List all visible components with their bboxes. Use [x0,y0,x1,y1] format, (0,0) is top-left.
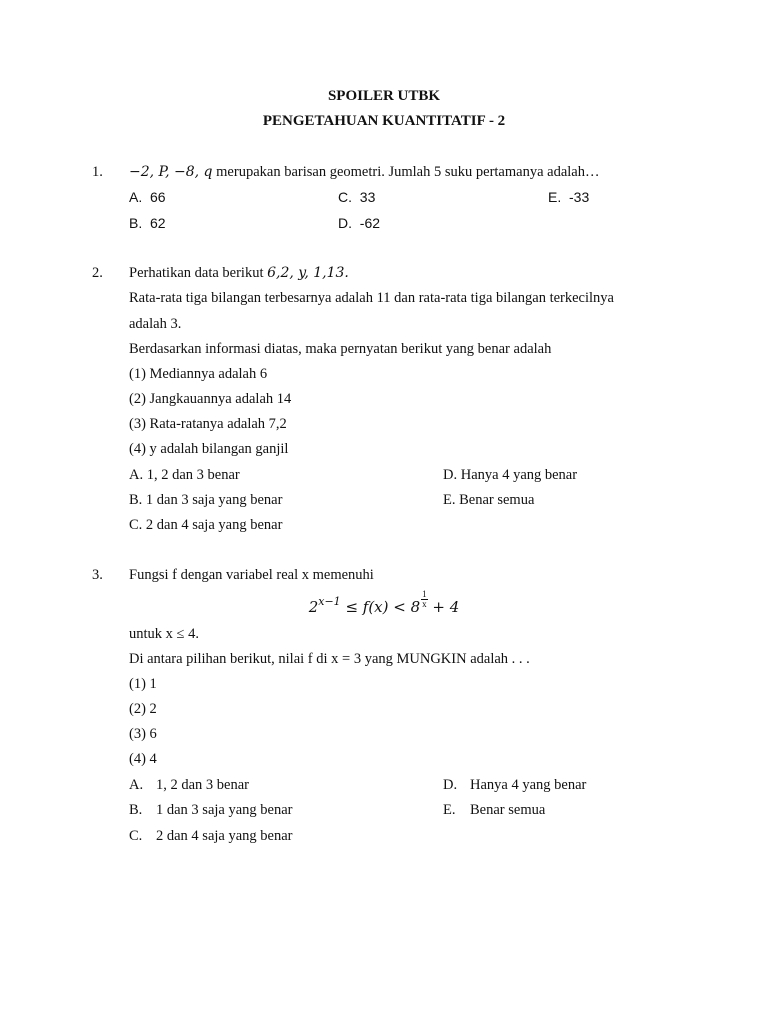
q2-statement-3: (3) Rata-ratanya adalah 7,2 [129,416,287,432]
q2-data-set: 6,2, y, 1,13. [267,265,349,281]
q3-line2: untuk x ≤ 4. [129,626,199,642]
document-subtitle: PENGETAHUAN KUANTITATIF - 2 [262,113,506,129]
q3-option-b[interactable]: B. [129,802,143,818]
q1-stem [129,164,599,181]
q3-statement-2: (2) 2 [129,701,157,717]
q3-option-d-text[interactable]: Hanya 4 yang benar [470,777,587,793]
q2-statement-2: (2) Jangkauannya adalah 14 [129,391,292,407]
q2-number: 2. [92,265,103,281]
q2-option-d[interactable]: D. Hanya 4 yang benar [443,467,578,483]
q3-statement-4: (4) 4 [129,751,157,767]
q2-intro-line [129,265,349,282]
q1-option-b[interactable]: B. 62 [129,215,166,231]
q3-option-e[interactable]: E. [443,802,456,818]
q3-number: 3. [92,567,103,583]
q1-option-e[interactable]: E. -33 [548,189,590,205]
q3-option-e-text[interactable]: Benar semua [470,802,546,818]
q1-option-a[interactable]: A. 66 [129,189,166,205]
q2-option-e[interactable]: E. Benar semua [443,492,535,508]
q3-option-c-text[interactable]: 2 dan 4 saja yang benar [156,828,293,844]
q2-option-b[interactable]: B. 1 dan 3 saja yang benar [129,492,283,508]
q3-option-a-text[interactable]: 1, 2 dan 3 benar [156,777,250,793]
q3-intro: Fungsi f dengan variabel real x memenuhi [129,567,374,583]
q2-statement-4: (4) y adalah bilangan ganjil [129,441,289,457]
q3-formula: $2^{x-1} \le f(x) < 8$ $\frac{1}{x}$ + 4 [308,589,460,616]
q2-line4: Berdasarkan informasi diatas, maka pernyatan berikut yang benar adalah [129,341,552,357]
q3-option-a[interactable]: A. [129,777,144,793]
q2-line2: Rata-rata tiga bilangan terbesarnya adalah 11 dan rata-rata tiga bilangan terkecilnya [129,290,614,306]
q3-statement-3: (3) 6 [129,726,157,742]
q2-option-a[interactable]: A. 1, 2 dan 3 benar [129,467,240,483]
q2-line3: adalah 3. [129,316,182,332]
q2-intro: Perhatikan data berikut [129,265,268,281]
q3-option-c[interactable]: C. [129,828,143,844]
q1-number: 1. [92,164,103,180]
q3-statement-1: (1) 1 [129,676,157,692]
q1-option-d[interactable]: D. -62 [338,215,381,231]
q3-option-d[interactable]: D. [443,777,458,793]
q1-text: merupakan barisan geometri. Jumlah 5 suku pertamanya adalah… [212,164,600,180]
q2-statement-1: (1) Mediannya adalah 6 [129,366,268,382]
document-title: SPOILER UTBK [327,88,441,104]
q1-sequence: −2, P, −8, q [129,164,213,180]
q2-option-c[interactable]: C. 2 dan 4 saja yang benar [129,517,283,533]
q1-option-c[interactable]: C. 33 [338,189,376,205]
q3-line3: Di antara pilihan berikut, nilai f di x = 3 yang MUNGKIN adalah . . . [129,651,530,667]
q3-option-b-text[interactable]: 1 dan 3 saja yang benar [156,802,293,818]
